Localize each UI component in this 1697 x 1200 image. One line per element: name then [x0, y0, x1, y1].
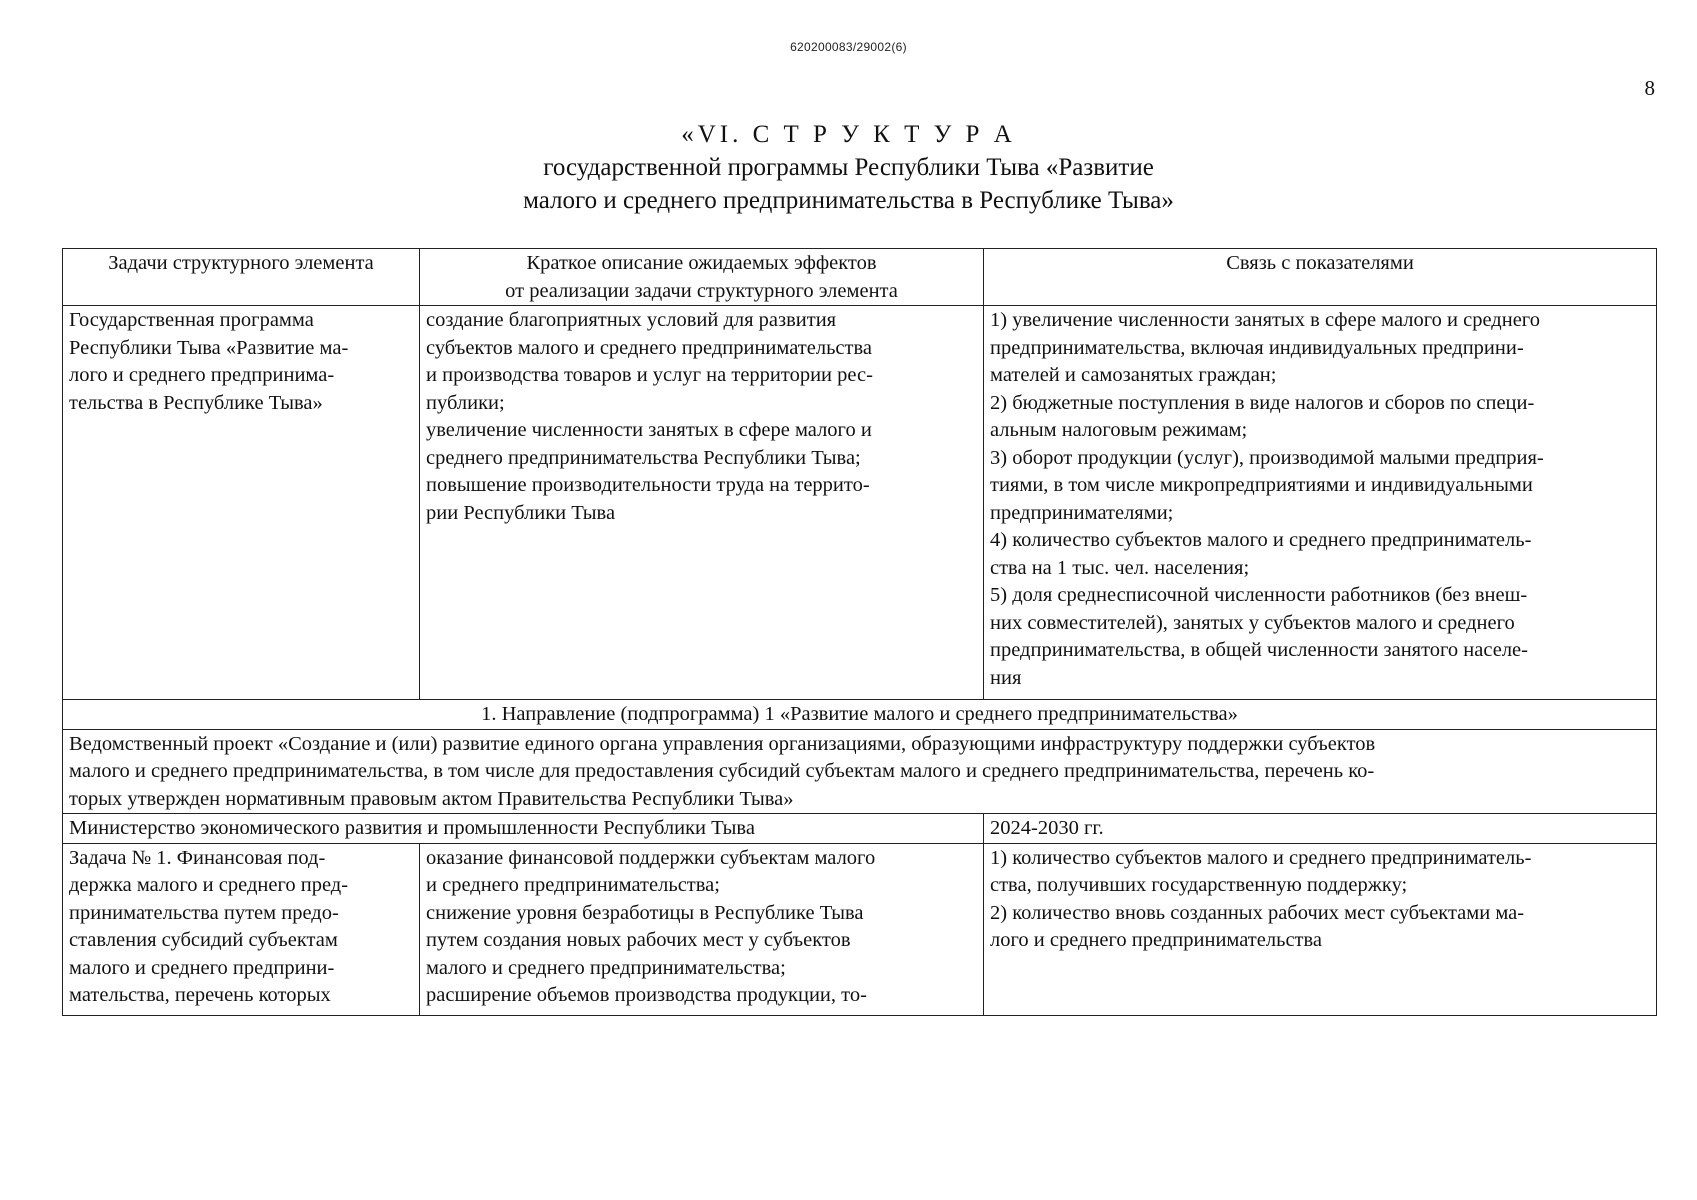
text-line: ставления субсидий субъектам: [69, 929, 338, 951]
text-line: Республики Тыва «Развитие ма-: [69, 336, 349, 359]
text-line: альным налоговым режимам;: [990, 419, 1248, 441]
text-line: и производства товаров и услуг на территории рес-: [426, 364, 873, 386]
text-line: снижение уровня безработицы в Республике Тыва: [426, 901, 864, 924]
text-line: предпринимательства, включая индивидуальных предприни-: [990, 336, 1524, 359]
text-line: оказание финансовой поддержки субъектам малого: [426, 846, 876, 869]
text-line: создание благоприятных условий для развития: [426, 309, 837, 331]
text-line: малого и среднего предпринимательства;: [426, 956, 786, 979]
text-line: тиями, в том числе микропредприятиями и индивидуальными: [990, 474, 1533, 496]
text-line: среднего предпринимательства Республики Тыва;: [426, 446, 861, 469]
header-cell-effects: [420, 249, 984, 306]
text-line: малого и среднего предпринимательства, в том числе для предоставления субсидий субъектам малого и среднего предпринимательства, перечень ко-: [69, 760, 1375, 782]
page-number: 8: [1644, 76, 1655, 100]
header-indicators-text: Связь с показателями: [1226, 252, 1414, 274]
text-line: лого и среднего предпринима-: [69, 364, 335, 386]
direction-cell: 1. Направление (подпрограмма) 1 «Развитие малого и среднего предпринимательства»: [63, 700, 1657, 730]
header-effects-line-2: от реализации задачи структурного элемента: [505, 279, 898, 302]
text-line: ния: [990, 666, 1022, 689]
header-cell-indicators: [984, 249, 1657, 306]
text-line: малого и среднего предприни-: [69, 956, 335, 979]
table-row-direction: [63, 700, 1657, 730]
text-line: Государственная программа: [69, 309, 314, 331]
structure-table: [62, 248, 1657, 1016]
ministry-cell: Министерство экономического развития и промышленности Республики Тыва: [63, 814, 984, 844]
section-title-line-3: малого и среднего предпринимательства в Республике Тыва»: [523, 187, 1174, 214]
program-name-cell: [63, 306, 420, 700]
header-cell-tasks: [63, 249, 420, 306]
text-line: 4) количество субъектов малого и среднего предприниматель-: [990, 529, 1532, 551]
table-row-program: [63, 306, 1657, 700]
header-tasks-text: Задачи структурного элемента: [108, 252, 374, 274]
text-line: и среднего предпринимательства;: [426, 874, 720, 896]
text-line: путем создания новых рабочих мест у субъектов: [426, 929, 851, 951]
program-indicators-cell: [984, 306, 1657, 700]
section-title: [0, 118, 1697, 217]
text-line: ства, получивших государственную поддержку;: [990, 874, 1408, 896]
text-line: рии Республики Тыва: [426, 501, 616, 524]
period-cell: 2024-2030 гг.: [984, 814, 1657, 844]
text-line: держка малого и среднего пред-: [69, 874, 349, 896]
text-line: 1) количество субъектов малого и среднего предприниматель-: [990, 846, 1532, 869]
text-line: ства на 1 тыс. чел. населения;: [990, 556, 1250, 579]
project-cell: [63, 729, 1657, 814]
text-line: предпринимателями;: [990, 501, 1174, 524]
text-line: Ведомственный проект «Создание и (или) развитие единого органа управления организациями, образующими инфраструктуру поддержки субъектов: [69, 732, 1376, 755]
text-line: повышение производительности труда на террито-: [426, 474, 870, 496]
text-line: 5) доля среднесписочной численности работников (без внеш-: [990, 584, 1528, 606]
text-line: предпринимательства, в общей численности занятого населе-: [990, 639, 1528, 661]
section-title-line-2: государственной программы Республики Тыва «Развитие: [543, 154, 1154, 181]
text-line: увеличение численности занятых в сфере малого и: [426, 419, 872, 441]
text-line: 1) увеличение численности занятых в сфере малого и среднего: [990, 309, 1540, 331]
section-title-line-1: «VI. С Т Р У К Т У Р А: [681, 121, 1016, 148]
text-line: мателей и самозанятых граждан;: [990, 364, 1277, 386]
text-line: субъектов малого и среднего предпринимательства: [426, 336, 872, 359]
task-indicators-cell: [984, 843, 1657, 1015]
task-name-cell: [63, 843, 420, 1015]
text-line: них совместителей), занятых у субъектов малого и среднего: [990, 611, 1515, 634]
text-line: 2) бюджетные поступления в виде налогов и сборов по специ-: [990, 391, 1535, 414]
text-line: тельства в Республике Тыва»: [69, 391, 323, 414]
text-line: мательства, перечень которых: [69, 984, 331, 1006]
task-effects-cell: [420, 843, 984, 1015]
text-line: Задача № 1. Финансовая под-: [69, 846, 326, 869]
text-line: 3) оборот продукции (услуг), производимой малыми предприя-: [990, 446, 1544, 469]
text-line: публики;: [426, 391, 505, 414]
table-row-ministry: [63, 814, 1657, 844]
program-effects-cell: [420, 306, 984, 700]
text-line: 2) количество вновь созданных рабочих мест субъектами ма-: [990, 901, 1525, 924]
text-line: торых утвержден нормативным правовым актом Правительства Республики Тыва»: [69, 787, 794, 810]
document-id: 620200083/29002(6): [790, 40, 907, 54]
text-line: лого и среднего предпринимательства: [990, 929, 1323, 951]
text-line: расширение объемов производства продукции, то-: [426, 984, 867, 1006]
header-effects-line-1: Краткое описание ожидаемых эффектов: [526, 252, 877, 274]
text-line: принимательства путем предо-: [69, 901, 339, 924]
table-row-task-1: [63, 843, 1657, 1015]
table-header-row: [63, 249, 1657, 306]
table-row-project: [63, 729, 1657, 814]
